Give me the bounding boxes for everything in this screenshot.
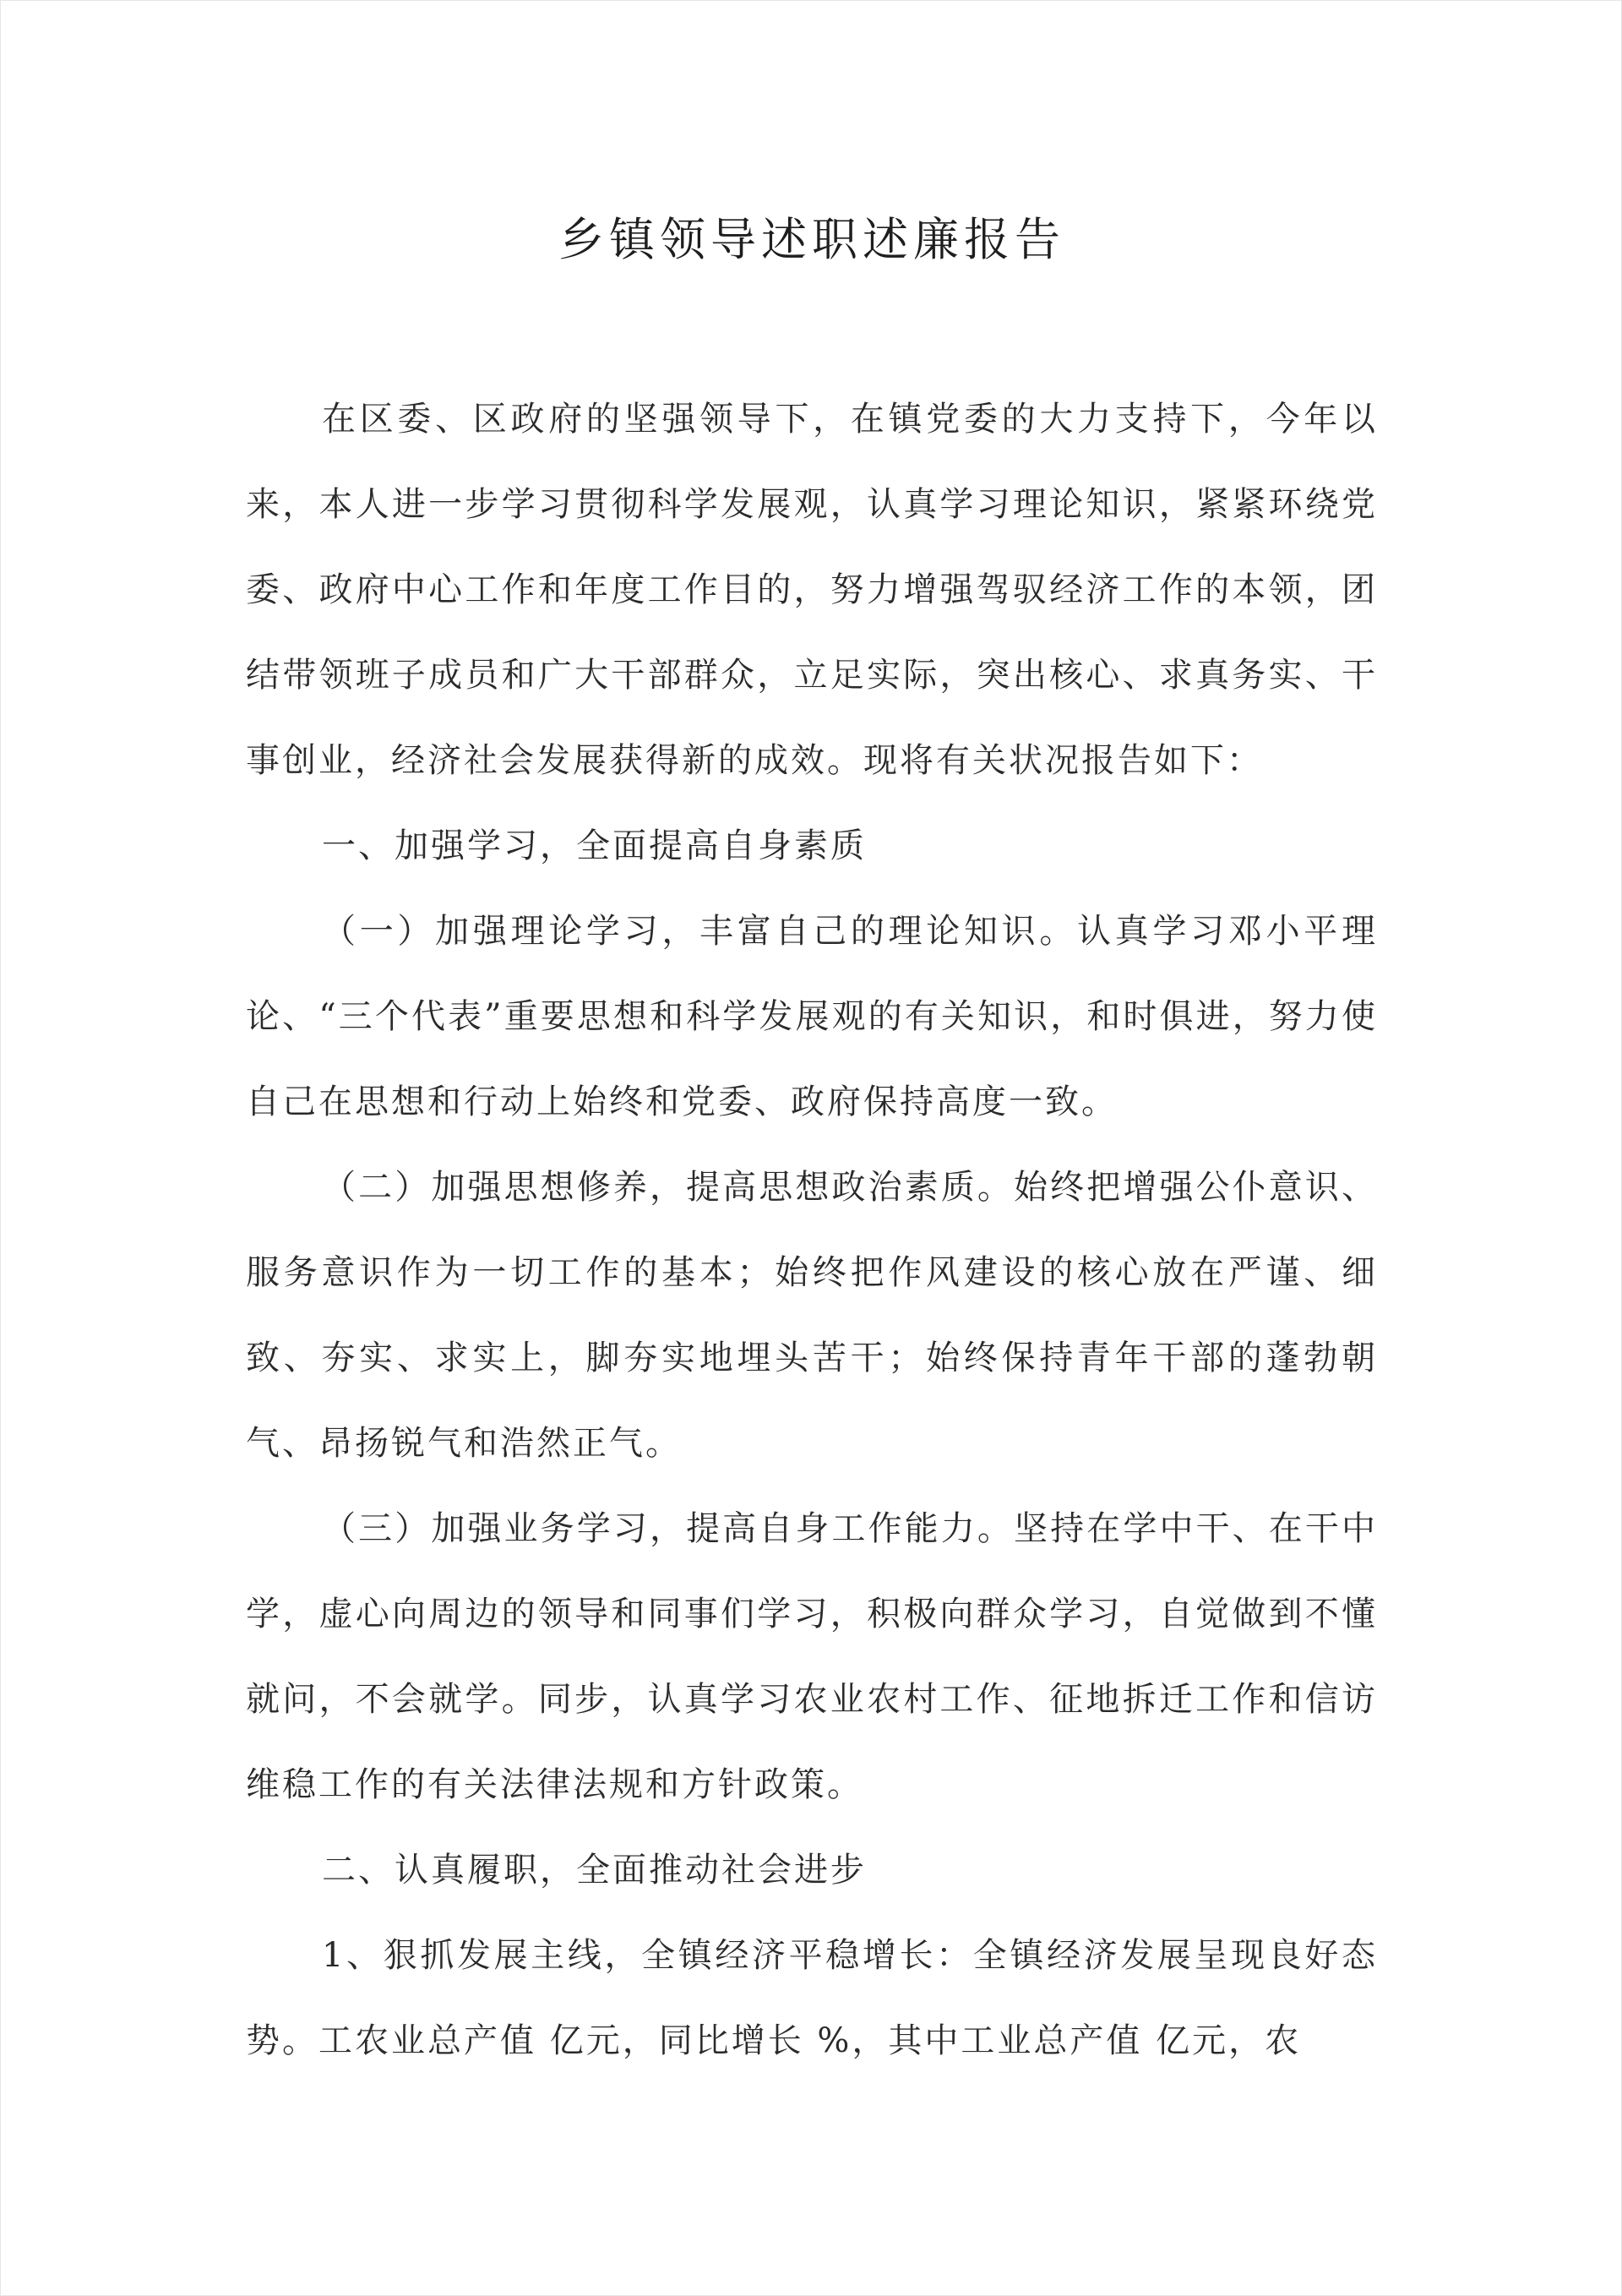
section-heading-2: 二、认真履职，全面推动社会进步 <box>322 1851 867 1890</box>
section-heading-1: 一、加强学习，全面提高自身素质 <box>322 826 867 865</box>
paragraph-1-1: （一）加强理论学习，丰富自己的理论知识。认真学习邓小平理论、“三个代表”重要思想和科学发展观的有关知识，和时俱进，努力使自己在思想和行动上始终和党委、政府保持高度一致。 <box>246 912 1378 1121</box>
document-body <box>246 377 1378 2084</box>
paragraph-2-1: 1、狠抓发展主线，全镇经济平稳增长：全镇经济发展呈现良好态势。工农业总产值 亿元，同比增长 %，其中工业总产值 亿元，农 <box>246 1936 1378 2060</box>
paragraph-1-3: （三）加强业务学习，提高自身工作能力。坚持在学中干、在干中学，虚心向周边的领导和同事们学习，积极向群众学习，自觉做到不懂就问，不会就学。同步，认真学习农业农村工作、征地拆迁工作和信访维稳工作的有关法律法规和方针政策。 <box>246 1509 1378 1804</box>
document-title: 乡镇领导述职述廉报告 <box>558 213 1065 266</box>
paragraph-intro: 在区委、区政府的坚强领导下，在镇党委的大力支持下，今年以来，本人进一步学习贯彻科学发展观，认真学习理论知识，紧紧环绕党委、政府中心工作和年度工作目的，努力增强驾驭经济工作的本领，团结带领班子成员和广大干部群众，立足实际，突出核心、求真务实、干事创业，经济社会发展获得新的成效。现将有关状况报告如下： <box>246 400 1378 780</box>
paragraph-1-2: （二）加强思想修养，提高思想政治素质。始终把增强公仆意识、服务意识作为一切工作的基本；始终把作风建设的核心放在严谨、细致、夯实、求实上，脚夯实地埋头苦干；始终保持青年干部的蓬勃朝气、昂扬锐气和浩然正气。 <box>246 1168 1378 1463</box>
